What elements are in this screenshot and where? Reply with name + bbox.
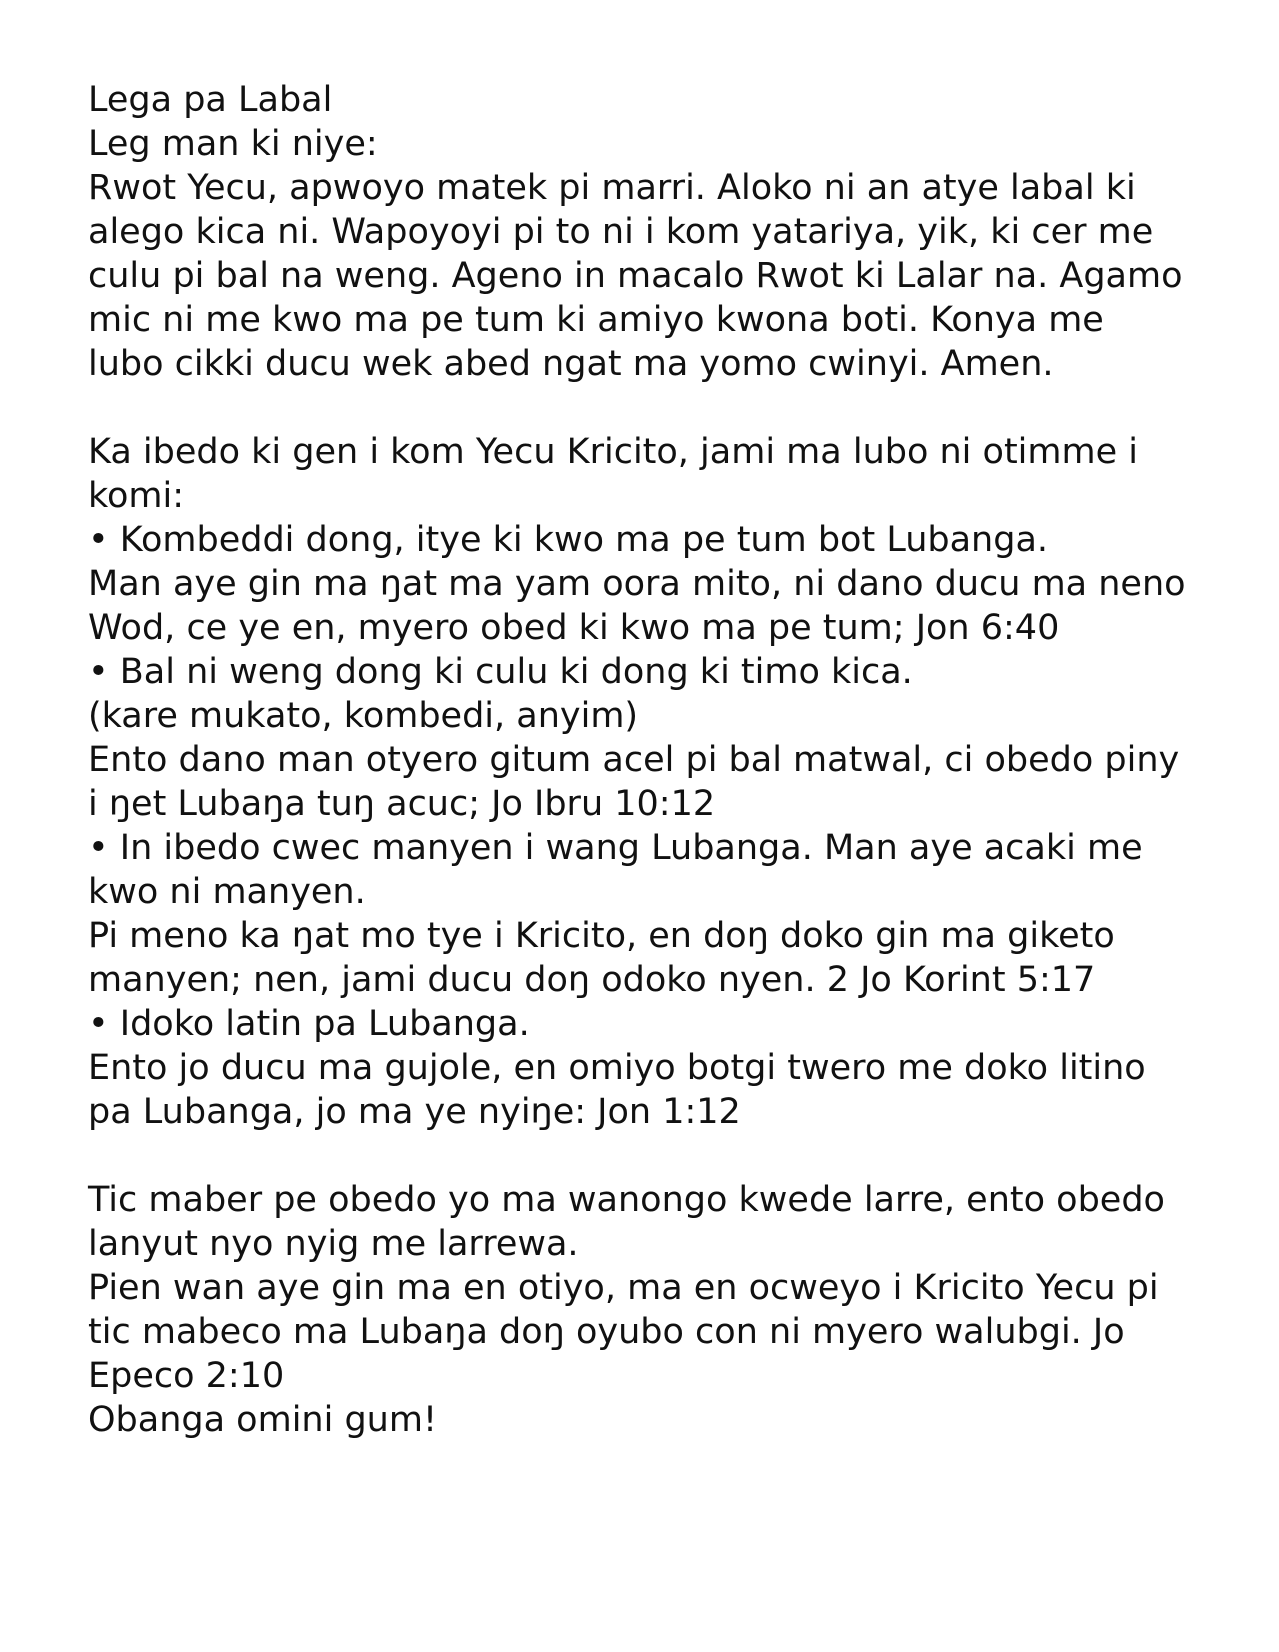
verse-line: Man aye gin ma ŋat ma yam oora mito, ni dano ducu ma neno (88, 564, 1186, 604)
point-2 (88, 650, 1198, 826)
point-1 (88, 518, 1198, 650)
prayer-paragraph (88, 166, 1198, 386)
document-subtitle: Leg man ki niye: (88, 124, 378, 164)
verse-line: i ŋet Lubaŋa tuŋ acuc; Jo Ibru 10:12 (88, 784, 716, 824)
prayer-line: mic ni me kwo ma pe tum ki amiyo kwona boti. Konya me (88, 300, 1104, 340)
verse-line: Ento dano man otyero gitum acel pi bal matwal, ci obedo piny (88, 740, 1180, 780)
verse-line: Wod, ce ye en, myero obed ki kwo ma pe tum; Jon 6:40 (88, 608, 1060, 648)
closing-paragraph (88, 1178, 1198, 1442)
closing-line: Epeco 2:10 (88, 1356, 285, 1396)
verse-line: pa Lubanga, jo ma ye nyiŋe: Jon 1:12 (88, 1092, 741, 1132)
verse-line: (kare mukato, kombedi, anyim) (88, 696, 639, 736)
prayer-line: lubo cikki ducu wek abed ngat ma yomo cwinyi. Amen. (88, 344, 1054, 384)
closing-line: tic mabeco ma Lubaŋa doŋ oyubo con ni myero walubgi. Jo (88, 1312, 1125, 1352)
prayer-line: culu pi bal na weng. Ageno in macalo Rwot ki Lalar na. Agamo (88, 256, 1183, 296)
point-heading: • Idoko latin pa Lubanga. (88, 1004, 530, 1044)
document-title: Lega pa Labal (88, 80, 333, 120)
closing-line: Tic maber pe obedo yo ma wanongo kwede larre, ento obedo (88, 1180, 1165, 1220)
point-heading-continuation: kwo ni manyen. (88, 872, 366, 912)
prayer-line: Rwot Yecu, apwoyo matek pi marri. Aloko ni an atye labal ki (88, 168, 1136, 208)
intro-line: komi: (88, 476, 185, 516)
verse-line: manyen; nen, jami ducu doŋ odoko nyen. 2 Jo Korint 5:17 (88, 960, 1096, 1000)
paragraph-spacer (88, 1134, 1198, 1178)
point-3 (88, 826, 1198, 1002)
verse-line: Pi meno ka ŋat mo tye i Kricito, en doŋ doko gin ma giketo (88, 916, 1115, 956)
prayer-line: alego kica ni. Wapoyoyi pi to ni i kom yatariya, yik, ki cer me (88, 212, 1154, 252)
intro-line: Ka ibedo ki gen i kom Yecu Kricito, jami ma lubo ni otimme i (88, 432, 1138, 472)
document-page (88, 78, 1198, 1442)
point-heading: • Kombeddi dong, itye ki kwo ma pe tum bot Lubanga. (88, 520, 1049, 560)
point-heading: • Bal ni weng dong ki culu ki dong ki timo kica. (88, 652, 913, 692)
point-4 (88, 1002, 1198, 1134)
closing-line: lanyut nyo nyig me larrewa. (88, 1224, 579, 1264)
paragraph-spacer (88, 386, 1198, 430)
closing-line: Pien wan aye gin ma en otiyo, ma en ocweyo i Kricito Yecu pi (88, 1268, 1159, 1308)
point-heading: • In ibedo cwec manyen i wang Lubanga. Man aye acaki me (88, 828, 1143, 868)
verse-line: Ento jo ducu ma gujole, en omiyo botgi twero me doko litino (88, 1048, 1146, 1088)
closing-blessing: Obanga omini gum! (88, 1400, 437, 1440)
intro-paragraph (88, 430, 1198, 518)
